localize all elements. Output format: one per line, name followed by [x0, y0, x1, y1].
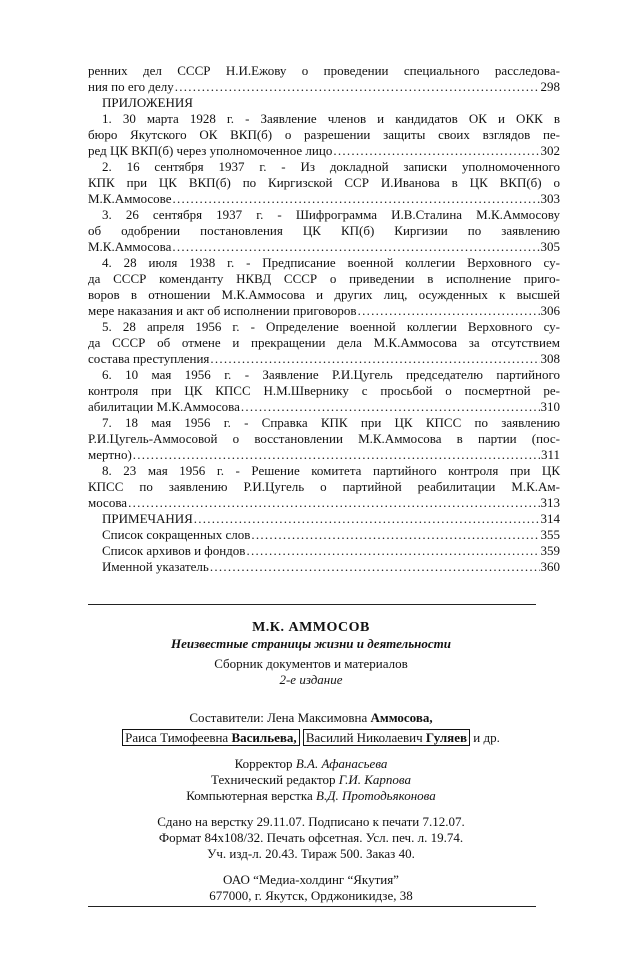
dot-leader	[175, 79, 540, 95]
toc-tail-label: ПРИМЕЧАНИЯ	[102, 511, 193, 526]
toc-intro-last-line	[88, 79, 560, 95]
appendix-entry-page: 306	[540, 303, 560, 318]
compiler-3-surname: Гуляев	[425, 730, 467, 745]
appendix-entry-line: Р.И.Цугель-Аммосовой о восстановлении М.К.Аммосова в партии (пос-	[88, 431, 560, 446]
appendix-entry-line: 6. 10 мая 1956 г. - Заявление Р.И.Цугель председателю партийного	[102, 367, 560, 382]
appendix-entry-text: М.К.Аммосова	[88, 239, 172, 254]
table-of-contents	[88, 63, 560, 575]
dot-leader	[333, 143, 539, 159]
book-subtitle: Сборник документов и материалов	[214, 656, 408, 671]
appendix-entry-line: КПК при ЦК ВКП(б) по Киргизской ССР И.Иванова в ЦК ВКП(б) о	[88, 175, 560, 190]
appendix-entry-text: абилитации М.К.Аммосова	[88, 399, 240, 414]
appendix-entry-page: 311	[540, 447, 560, 462]
corrector-line	[60, 756, 562, 772]
compiler-2-surname: Васильева,	[231, 730, 297, 745]
appendix-heading: ПРИЛОЖЕНИЯ	[102, 95, 193, 110]
appendix-entry	[88, 255, 560, 319]
toc-tail-entry	[88, 527, 560, 543]
toc-intro-line: ренних дел СССР Н.И.Ежову о проведении специального расследова-	[88, 63, 560, 78]
compiler-3-box	[303, 729, 470, 746]
appendix-entry-last-line	[88, 399, 560, 415]
toc-tail-entry	[88, 543, 560, 559]
appendix-entry-page: 305	[540, 239, 560, 254]
toc-tail-entry	[88, 559, 560, 575]
dot-leader	[241, 399, 540, 415]
appendix-entry-line: об одобрении постановления ЦК КП(б) Киргизии по заявлению	[88, 223, 560, 238]
dot-leader	[128, 495, 539, 511]
appendix-entry-page: 302	[540, 143, 560, 158]
separator-rule-bottom	[88, 906, 536, 907]
appendix-entry-line: да СССР коменданту НКВД СССР о приведении в исполнение приго-	[88, 271, 560, 286]
corrector-label: Корректор	[234, 756, 293, 771]
appendix-entry-last-line	[88, 303, 560, 319]
toc-tail-label: Список архивов и фондов	[102, 543, 246, 558]
toc-tail-page: 359	[540, 543, 560, 558]
dot-leader	[246, 543, 539, 559]
toc-intro-text: ния по его делу	[88, 79, 174, 94]
compilers-line-2	[60, 730, 562, 746]
appendix-entry	[88, 319, 560, 367]
appendix-entry-line: 4. 28 июля 1938 г. - Предписание военной коллегии Верховного су-	[102, 255, 560, 270]
print-details-1: Сдано на верстку 29.11.07. Подписано к печати 7.12.07.	[157, 814, 465, 829]
compiler-3-name: Василий Николаевич	[305, 730, 423, 745]
appendix-entry-line: 3. 26 сентября 1937 г. - Шифрограмма И.В.Сталина М.К.Аммосову	[102, 207, 560, 222]
compilers-line	[60, 710, 562, 726]
toc-tail-label: Список сокращенных слов	[102, 527, 251, 542]
appendix-entry-page: 313	[540, 495, 560, 510]
appendix-entry-last-line	[88, 447, 560, 463]
dot-leader	[251, 527, 539, 543]
dot-leader	[172, 239, 539, 255]
toc-tail-page: 360	[540, 559, 560, 574]
dot-leader	[210, 351, 539, 367]
appendix-entry-line: контроля при ЦК КПСС Н.М.Швернику с просьбой о посмертной ре-	[88, 383, 560, 398]
appendix-entry-text: мере наказания и акт об исполнении приговоров	[88, 303, 357, 318]
dot-leader	[133, 447, 540, 463]
appendix-entry	[88, 207, 560, 255]
appendix-entry-last-line	[88, 495, 560, 511]
appendix-entry-last-line	[88, 191, 560, 207]
appendix-entry-line: КПСС по заявлению Р.И.Цугель о партийной реабилитации М.К.Ам-	[88, 479, 560, 494]
appendix-list	[88, 111, 560, 511]
print-details-3: Уч. изд-л. 20.43. Тираж 500. Заказ 40.	[207, 846, 415, 861]
appendix-entry-line: воров в отношении М.К.Аммосова и других лиц, осужденных к высшей	[88, 287, 560, 302]
dot-leader	[173, 191, 540, 207]
compiler-2-box	[122, 729, 299, 746]
compiler-2-name: Раиса Тимофеевна	[125, 730, 229, 745]
appendix-entry	[88, 159, 560, 207]
appendix-entry-line: да СССР об отмене и прекращении дела М.К.Аммосова за отсутствием	[88, 335, 560, 350]
appendix-entry	[88, 415, 560, 463]
toc-tail-label: Именной указатель	[102, 559, 209, 574]
appendix-entry-page: 310	[540, 399, 560, 414]
tech-editor-line	[60, 772, 562, 788]
tech-editor-label: Технический редактор	[211, 772, 336, 787]
layout-label: Компьютерная верстка	[186, 788, 313, 803]
appendix-entry-line: 8. 23 мая 1956 г. - Решение комитета партийного контроля при ЦК	[102, 463, 560, 478]
appendix-entry	[88, 463, 560, 511]
dot-leader	[358, 303, 540, 319]
appendix-entry	[88, 367, 560, 415]
compilers-suffix: и др.	[473, 730, 500, 745]
appendix-entry-page: 308	[540, 351, 560, 366]
toc-intro-page: 298	[540, 79, 560, 94]
appendix-entry-last-line	[88, 239, 560, 255]
appendix-entry-text: М.К.Аммосове	[88, 191, 172, 206]
appendix-entry	[88, 111, 560, 159]
separator-rule-top	[88, 604, 536, 605]
dot-leader	[194, 511, 540, 527]
appendix-entry-text: мосова	[88, 495, 128, 510]
appendix-entry-line: 5. 28 апреля 1956 г. - Определение военной коллегии Верховного су-	[102, 319, 560, 334]
layout-line	[60, 788, 562, 804]
appendix-entry-text: ред ЦК ВКП(б) через уполномоченное лицо	[88, 143, 333, 158]
book-title: Неизвестные страницы жизни и деятельности	[170, 636, 451, 651]
appendix-entry-text: состава преступления	[88, 351, 210, 366]
book-author: М.К. АММОСОВ	[252, 620, 370, 635]
imprint	[60, 620, 562, 904]
appendix-entry-line: 1. 30 марта 1928 г. - Заявление членов и кандидатов ОК и ОКК в	[102, 111, 560, 126]
appendix-entry-line: 2. 16 сентября 1937 г. - Из докладной записки уполномоченного	[102, 159, 560, 174]
compiler-1: Аммосова,	[370, 710, 433, 725]
appendix-entry-line: бюро Якутского ОК ВКП(б) о разрешении защиты своих взглядов пе-	[88, 127, 560, 142]
appendix-entry-text: мертно)	[88, 447, 132, 462]
dot-leader	[210, 559, 540, 575]
publisher-address: 677000, г. Якутск, Орджоникидзе, 38	[209, 888, 413, 903]
appendix-entry-line: 7. 18 мая 1956 г. - Справка КПК при ЦК КПСС по заявлению	[102, 415, 560, 430]
toc-tail-list	[88, 511, 560, 575]
appendix-entry-page: 303	[540, 191, 560, 206]
toc-tail-page: 355	[540, 527, 560, 542]
appendix-entry-last-line	[88, 143, 560, 159]
publisher-name: ОАО “Медиа-холдинг “Якутия”	[223, 872, 399, 887]
corrector-name: В.А. Афанасьева	[295, 756, 388, 771]
compilers-prefix: Составители: Лена Максимовна	[189, 710, 368, 725]
appendix-entry-last-line	[88, 351, 560, 367]
layout-name: В.Д. Протодьяконова	[316, 788, 436, 803]
book-edition: 2-е издание	[279, 672, 343, 687]
print-details-2: Формат 84х108/32. Печать офсетная. Усл. печ. л. 19.74.	[158, 830, 464, 845]
toc-tail-page: 314	[540, 511, 560, 526]
toc-tail-entry	[88, 511, 560, 527]
tech-editor-name: Г.И. Карпова	[338, 772, 411, 787]
